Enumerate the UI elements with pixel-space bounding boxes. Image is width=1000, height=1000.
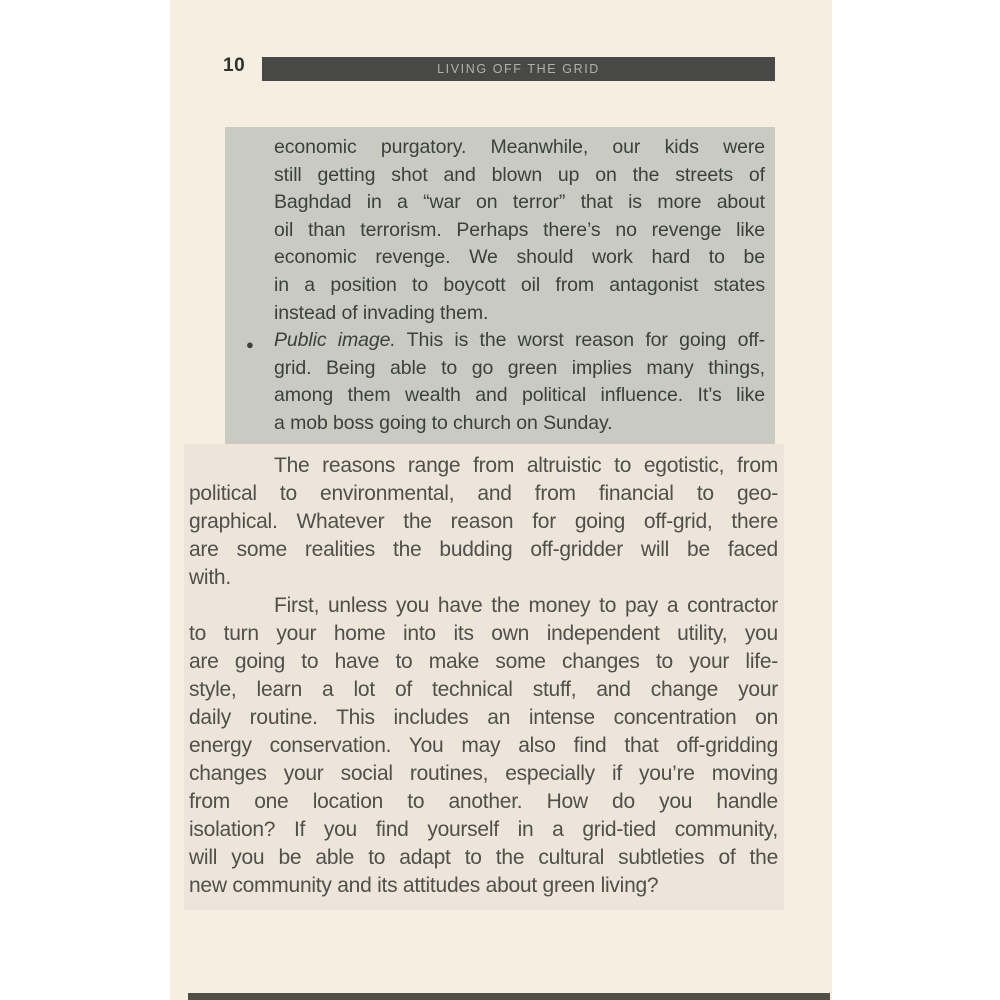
bullet-first-line-rest: This is the worst reason for going off- [395,329,765,352]
text-line: energy conservation. You may also find that off-gridding [189,734,778,757]
text-line: oil than terrorism. Perhaps there’s no revenge like [274,218,765,241]
text-line: new community and its attitudes about green living? [189,874,659,897]
text-line: style, learn a lot of technical stuff, and change your [189,678,778,701]
text-line: isolation? If you find yourself in a grid-tied community, [189,818,778,841]
text-line: graphical. Whatever the reason for going off-grid, there [189,510,778,533]
paragraph-2 [189,592,778,900]
text-line: instead of invading them. [274,301,489,324]
page-number: 10 [223,55,246,76]
text-line: a mob boss going to church on Sunday. [274,411,613,434]
text-line: economic purgatory. Meanwhile, our kids were [274,136,765,158]
text-line: The reasons range from altruistic to egotistic, from [274,454,778,477]
text-line: among them wealth and political influence. It’s like [274,384,765,407]
text-line: to turn your home into its own independent utility, you [189,622,778,645]
bullet-lead-italic: Public image. [274,329,396,352]
text-line: from one location to another. How do you handle [189,790,778,813]
text-line: are going to have to make some changes to your life- [189,650,778,673]
bullet-marker: ● [246,337,254,352]
paragraph-1 [189,452,778,592]
text-line: in a position to boycott oil from antagonist states [274,273,765,296]
running-header-bar [262,57,775,81]
excerpt-paragraph [274,134,765,327]
text-line: economic revenge. We should work hard to be [274,246,765,269]
text-line: Baghdad in a “war on terror” that is more about [274,191,765,214]
text-line: political to environmental, and from financial to geo- [189,482,778,505]
text-line: will you be able to adapt to the cultural subtleties of the [189,846,778,869]
text-line: with. [189,566,231,589]
bullet-item-first-line [274,327,765,355]
text-line: First, unless you have the money to pay a contractor [274,594,778,617]
body-text-column [189,452,778,900]
running-header-title: LIVING OFF THE GRID [437,62,600,76]
bullet-item-continuation [274,355,765,438]
text-line: still getting shot and blown up on the streets of [274,163,765,186]
highlighted-excerpt-block [225,127,775,444]
text-line: changes your social routines, especially if you’re moving [189,762,778,785]
page-bottom-edge-shadow [188,993,830,1000]
text-line: grid. Being able to go green implies many things, [274,356,765,379]
scanned-book-page [170,0,832,1000]
text-line: daily routine. This includes an intense concentration on [189,706,778,729]
text-line: are some realities the budding off-gridder will be faced [189,538,778,561]
